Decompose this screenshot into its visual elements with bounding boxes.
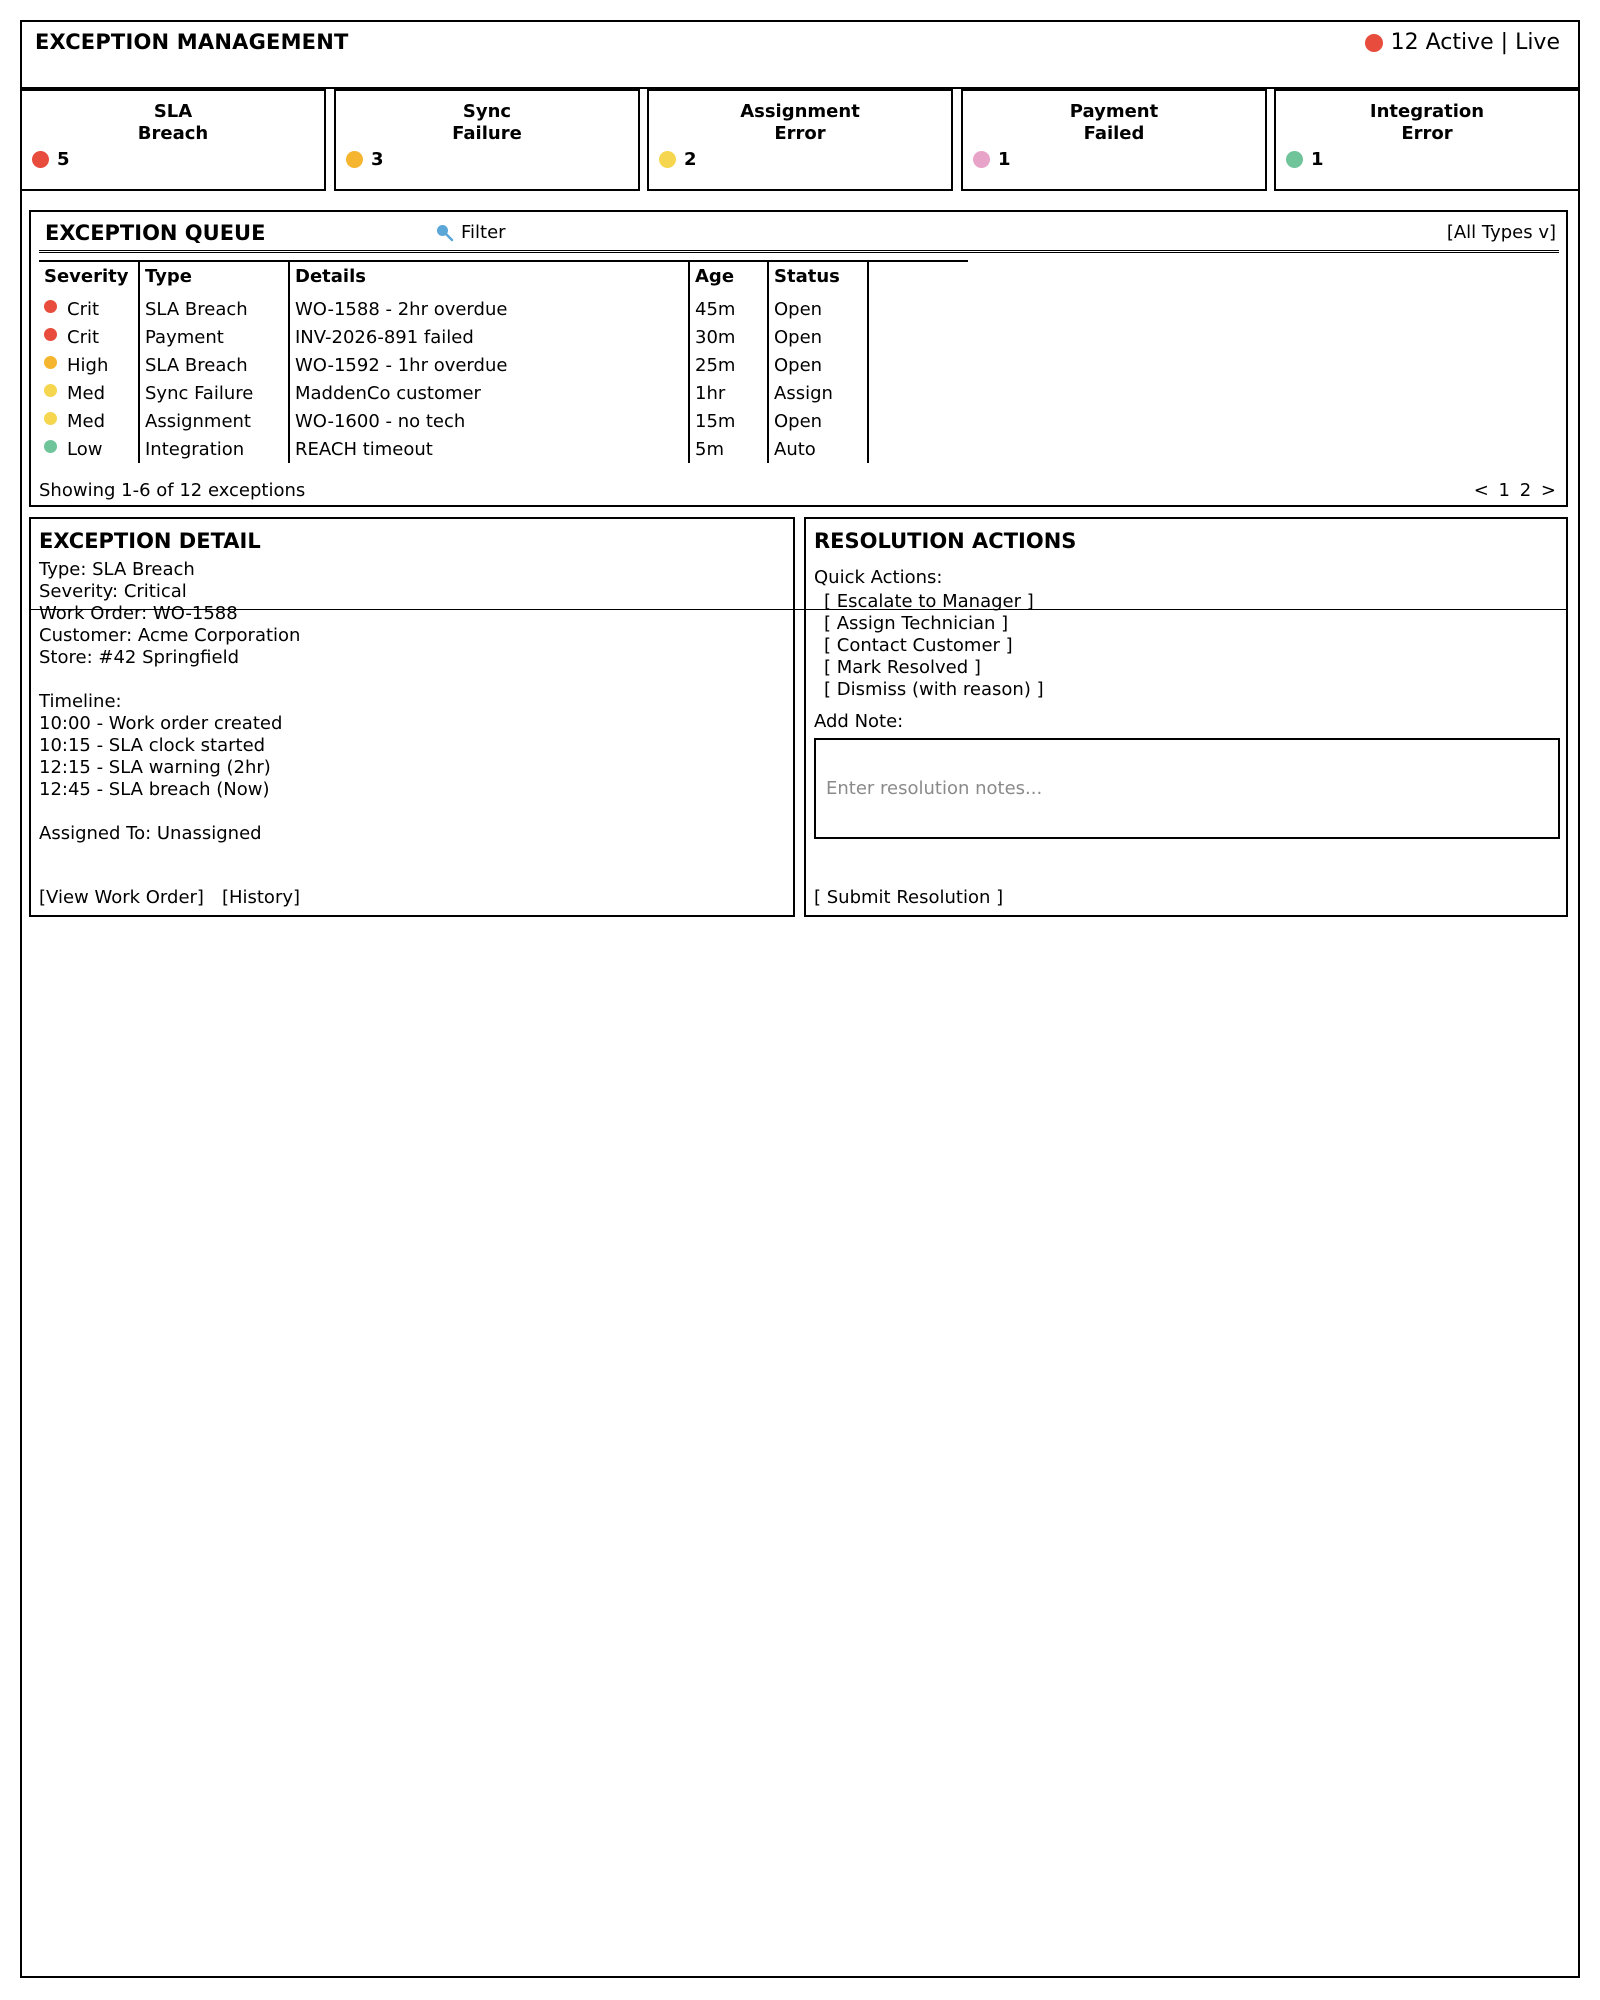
severity-cell: Crit	[67, 298, 100, 320]
exception-table	[39, 260, 968, 463]
detail-type: Type: SLA Breach	[39, 559, 195, 580]
detail-severity: Severity: Critical	[39, 581, 187, 602]
details-cell: REACH timeout	[289, 435, 689, 463]
card-title: Breach	[137, 123, 209, 144]
status-dot-icon	[1365, 34, 1383, 52]
pagination	[1470, 480, 1556, 501]
card-assignment-error[interactable]	[647, 89, 953, 191]
divider	[29, 609, 1568, 610]
assign-technician-button[interactable]: [ Assign Technician ]	[824, 613, 1009, 634]
quick-actions-label: Quick Actions:	[814, 567, 943, 588]
severity-dot-icon	[973, 151, 990, 168]
severity-cell: High	[67, 354, 109, 376]
escalate-to-manager-button[interactable]: [ Escalate to Manager ]	[824, 591, 1034, 612]
card-title: Sync	[462, 101, 512, 122]
card-count: 1	[998, 149, 1011, 170]
status-cell: Assign	[768, 379, 868, 407]
live-status	[1365, 30, 1560, 55]
column-header-status[interactable]: Status	[768, 261, 868, 295]
summary-cards	[20, 89, 1580, 191]
age-cell: 1hr	[689, 379, 768, 407]
column-header-age[interactable]: Age	[689, 261, 768, 295]
resolution-notes-input[interactable]	[814, 738, 1560, 839]
status-cell: Open	[768, 351, 868, 379]
column-header-severity[interactable]: Severity	[39, 261, 139, 295]
mark-resolved-button[interactable]: [ Mark Resolved ]	[824, 657, 981, 678]
severity-dot-icon	[659, 151, 676, 168]
card-title: SLA	[153, 101, 193, 122]
details-cell: MaddenCo customer	[289, 379, 689, 407]
resolution-title: RESOLUTION ACTIONS	[814, 529, 1077, 553]
timeline-item: 12:45 - SLA breach (Now)	[39, 779, 270, 800]
type-cell: Payment	[139, 323, 289, 351]
card-title: Payment	[1069, 101, 1159, 122]
contact-customer-button[interactable]: [ Contact Customer ]	[824, 635, 1013, 656]
detail-title: EXCEPTION DETAIL	[39, 529, 261, 553]
details-cell: INV-2026-891 failed	[289, 323, 689, 351]
timeline-item: 12:15 - SLA warning (2hr)	[39, 757, 271, 778]
detail-work-order: Work Order: WO-1588	[39, 603, 238, 624]
card-title: Failed	[1083, 123, 1145, 144]
type-cell: Integration	[139, 435, 289, 463]
exception-detail-panel	[29, 517, 795, 917]
card-count: 2	[684, 149, 697, 170]
table-row[interactable]	[39, 295, 968, 323]
card-title: Assignment	[740, 101, 860, 122]
timeline-label: Timeline:	[39, 691, 122, 712]
dismiss-button[interactable]: [ Dismiss (with reason) ]	[824, 679, 1044, 700]
resolution-actions-panel	[804, 517, 1568, 917]
severity-cell: Med	[67, 410, 106, 432]
card-count: 5	[57, 149, 70, 170]
severity-dot-icon	[44, 440, 57, 453]
card-sla-breach[interactable]	[20, 89, 326, 191]
age-cell: 5m	[689, 435, 768, 463]
type-filter-dropdown[interactable]: [All Types v]	[1446, 222, 1556, 243]
age-cell: 25m	[689, 351, 768, 379]
submit-resolution-button[interactable]: [ Submit Resolution ]	[814, 887, 1004, 908]
details-cell: WO-1588 - 2hr overdue	[289, 295, 689, 323]
column-header-type[interactable]: Type	[139, 261, 289, 295]
queue-title: EXCEPTION QUEUE	[45, 221, 266, 245]
status-cell: Open	[768, 323, 868, 351]
detail-fields	[39, 559, 300, 845]
card-sync-failure[interactable]	[334, 89, 640, 191]
severity-cell: Med	[67, 382, 106, 404]
divider	[39, 250, 1559, 253]
severity-dot-icon	[32, 151, 49, 168]
detail-store: Store: #42 Springfield	[39, 647, 239, 668]
severity-dot-icon	[1286, 151, 1303, 168]
table-row[interactable]	[39, 351, 968, 379]
card-title: Error	[774, 123, 826, 144]
view-work-order-link[interactable]: [View Work Order]	[39, 887, 204, 908]
detail-customer: Customer: Acme Corporation	[39, 625, 301, 646]
severity-dot-icon	[44, 412, 57, 425]
card-integration-error[interactable]	[1274, 89, 1580, 191]
page-title: EXCEPTION MANAGEMENT	[35, 30, 349, 54]
card-count: 1	[1311, 149, 1324, 170]
severity-cell: Low	[67, 438, 103, 460]
filter-label: Filter	[461, 222, 506, 243]
table-header-row	[39, 261, 968, 295]
severity-dot-icon	[44, 328, 57, 341]
pagination-summary: Showing 1-6 of 12 exceptions	[39, 480, 306, 501]
age-cell: 45m	[689, 295, 768, 323]
timeline-item: 10:00 - Work order created	[39, 713, 283, 734]
card-title: Failure	[452, 123, 522, 144]
card-count: 3	[371, 149, 384, 170]
filter-button[interactable]	[435, 222, 506, 243]
add-note-label: Add Note:	[814, 711, 904, 732]
table-row[interactable]	[39, 323, 968, 351]
type-cell: SLA Breach	[139, 351, 289, 379]
table-row[interactable]	[39, 379, 968, 407]
details-cell: WO-1592 - 1hr overdue	[289, 351, 689, 379]
age-cell: 15m	[689, 407, 768, 435]
type-cell: SLA Breach	[139, 295, 289, 323]
assigned-to: Assigned To: Unassigned	[39, 823, 262, 844]
type-cell: Assignment	[139, 407, 289, 435]
page-1-button[interactable]: 1	[1498, 480, 1510, 501]
page-2-button[interactable]: 2	[1519, 480, 1532, 501]
details-cell: WO-1600 - no tech	[289, 407, 689, 435]
card-title: Integration	[1369, 101, 1485, 122]
column-header-empty	[868, 261, 968, 295]
status-cell: Auto	[768, 435, 868, 463]
search-icon	[435, 223, 455, 243]
history-link[interactable]: [History]	[221, 887, 301, 908]
severity-dot-icon	[346, 151, 363, 168]
app-header	[20, 20, 1580, 89]
quick-actions-list	[824, 591, 1044, 701]
table-row[interactable]	[39, 435, 968, 463]
card-title: Error	[1401, 123, 1453, 144]
severity-dot-icon	[44, 356, 57, 369]
prev-page-button[interactable]: <	[1473, 480, 1489, 501]
status-cell: Open	[768, 407, 868, 435]
next-page-button[interactable]: >	[1540, 480, 1556, 501]
exception-queue-panel	[29, 210, 1568, 507]
status-text: 12 Active | Live	[1390, 30, 1560, 55]
severity-dot-icon	[44, 384, 57, 397]
table-row[interactable]	[39, 407, 968, 435]
type-cell: Sync Failure	[139, 379, 289, 407]
timeline-item: 10:15 - SLA clock started	[39, 735, 266, 756]
card-payment-failed[interactable]	[961, 89, 1267, 191]
column-header-details[interactable]: Details	[289, 261, 689, 295]
severity-dot-icon	[44, 300, 57, 313]
status-cell: Open	[768, 295, 868, 323]
severity-cell: Crit	[67, 326, 100, 348]
age-cell: 30m	[689, 323, 768, 351]
